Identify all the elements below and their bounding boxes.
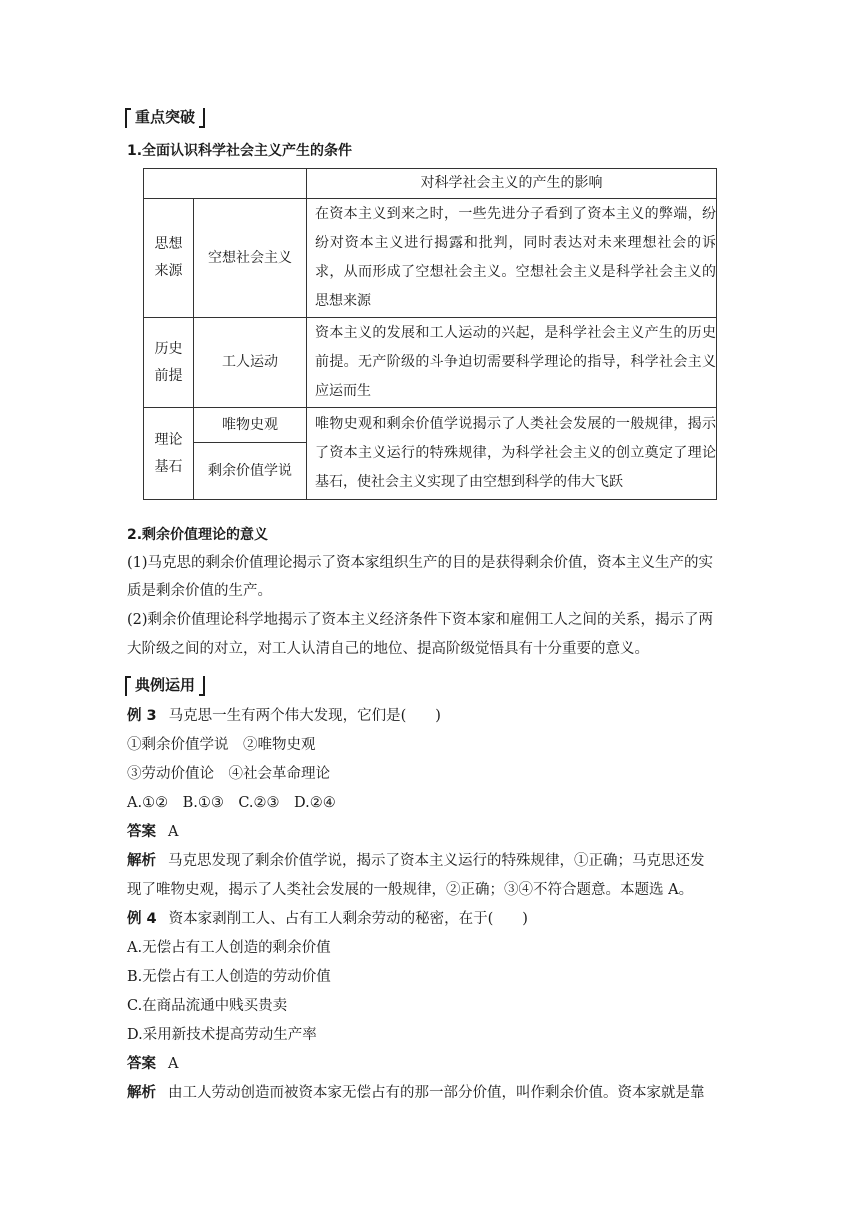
example-label: 例 3 bbox=[127, 708, 157, 724]
example-3-options: ③劳动价值论 ④社会革命理论 bbox=[127, 766, 330, 782]
example-4-option-b: B.无偿占有工人创造的劳动价值 bbox=[127, 969, 331, 985]
table-category-cell: 理论基石 bbox=[144, 408, 194, 500]
answer-label: 答案 bbox=[127, 824, 156, 840]
analysis-label: 解析 bbox=[127, 853, 156, 869]
example-4-question: 例 4 资本家剥削工人、占有工人剩余劳动的秘密，在于( ) bbox=[127, 911, 528, 927]
section-heading-key-points: 重点突破 bbox=[125, 106, 205, 128]
table-header-empty-cell bbox=[144, 169, 307, 199]
table-category-cell: 思想来源 bbox=[144, 199, 194, 318]
paragraph-line: 质是剩余价值的生产。 bbox=[127, 583, 272, 599]
paragraph-line: 大阶级之间的对立，对工人认清自己的地位、提高阶级觉悟具有十分重要的意义。 bbox=[127, 641, 649, 657]
paragraph-line: (2)剩余价值理论科学地揭示了资本主义经济条件下资本家和雇佣工人之间的关系，揭示了两 bbox=[127, 612, 714, 628]
example-3-answer: 答案 A bbox=[127, 824, 179, 840]
analysis-label: 解析 bbox=[127, 1085, 156, 1101]
conditions-table bbox=[143, 168, 717, 500]
table-row bbox=[144, 408, 717, 443]
example-4-answer: 答案 A bbox=[127, 1056, 179, 1072]
table-description-cell: 在资本主义到来之时，一些先进分子看到了资本主义的弊端，纷纷对资本主义进行揭露和批判，同时表达对未来理想社会的诉求，从而形成了空想社会主义。空想社会主义是科学社会主义的思想来源 bbox=[307, 199, 717, 318]
example-label: 例 4 bbox=[127, 911, 157, 927]
subtitle-conditions: 1.全面认识科学社会主义产生的条件 bbox=[127, 143, 353, 159]
subtitle-surplus-value: 2.剩余价值理论的意义 bbox=[127, 527, 269, 543]
example-3-options: ①剩余价值学说 ②唯物史观 bbox=[127, 737, 316, 753]
example-3-analysis: 现了唯物史观，揭示了人类社会发展的一般规律，②正确；③④不符合题意。本题选 A。 bbox=[127, 882, 694, 898]
table-item-cell: 唯物史观 bbox=[194, 408, 307, 443]
table-item-cell: 剩余价值学说 bbox=[194, 443, 307, 500]
example-3-analysis: 解析 马克思发现了剩余价值学说，揭示了资本主义运行的特殊规律，①正确；马克思还发 bbox=[127, 853, 705, 869]
section-heading-examples: 典例运用 bbox=[125, 674, 205, 696]
example-4-option-a: A.无偿占有工人创造的剩余价值 bbox=[127, 940, 331, 956]
answer-label: 答案 bbox=[127, 1056, 156, 1072]
table-row bbox=[144, 199, 717, 318]
table-row bbox=[144, 318, 717, 408]
table-category-cell: 历史前提 bbox=[144, 318, 194, 408]
table-header-row bbox=[144, 169, 717, 199]
example-4-option-c: C.在商品流通中贱买贵卖 bbox=[127, 998, 288, 1014]
table-item-cell: 空想社会主义 bbox=[194, 199, 307, 318]
table-description-cell: 唯物史观和剩余价值学说揭示了人类社会发展的一般规律，揭示了资本主义运行的特殊规律，为科学社会主义的创立奠定了理论基石，使社会主义实现了由空想到科学的伟大飞跃 bbox=[307, 408, 717, 500]
example-4-analysis: 解析 由工人劳动创造而被资本家无偿占有的那一部分价值，叫作剩余价值。资本家就是靠 bbox=[127, 1085, 705, 1101]
table-item-cell: 工人运动 bbox=[194, 318, 307, 408]
paragraph-line: (1)马克思的剩余价值理论揭示了资本家组织生产的目的是获得剩余价值，资本主义生产的实 bbox=[127, 555, 714, 571]
table-description-cell: 资本主义的发展和工人运动的兴起，是科学社会主义产生的历史前提。无产阶级的斗争迫切需要科学理论的指导，科学社会主义应运而生 bbox=[307, 318, 717, 408]
example-3-question: 例 3 马克思一生有两个伟大发现，它们是( ) bbox=[127, 708, 441, 724]
table-header-cell: 对科学社会主义的产生的影响 bbox=[307, 169, 717, 199]
example-4-option-d: D.采用新技术提高劳动生产率 bbox=[127, 1027, 317, 1043]
example-3-choices: A.①② B.①③ C.②③ D.②④ bbox=[127, 795, 336, 811]
